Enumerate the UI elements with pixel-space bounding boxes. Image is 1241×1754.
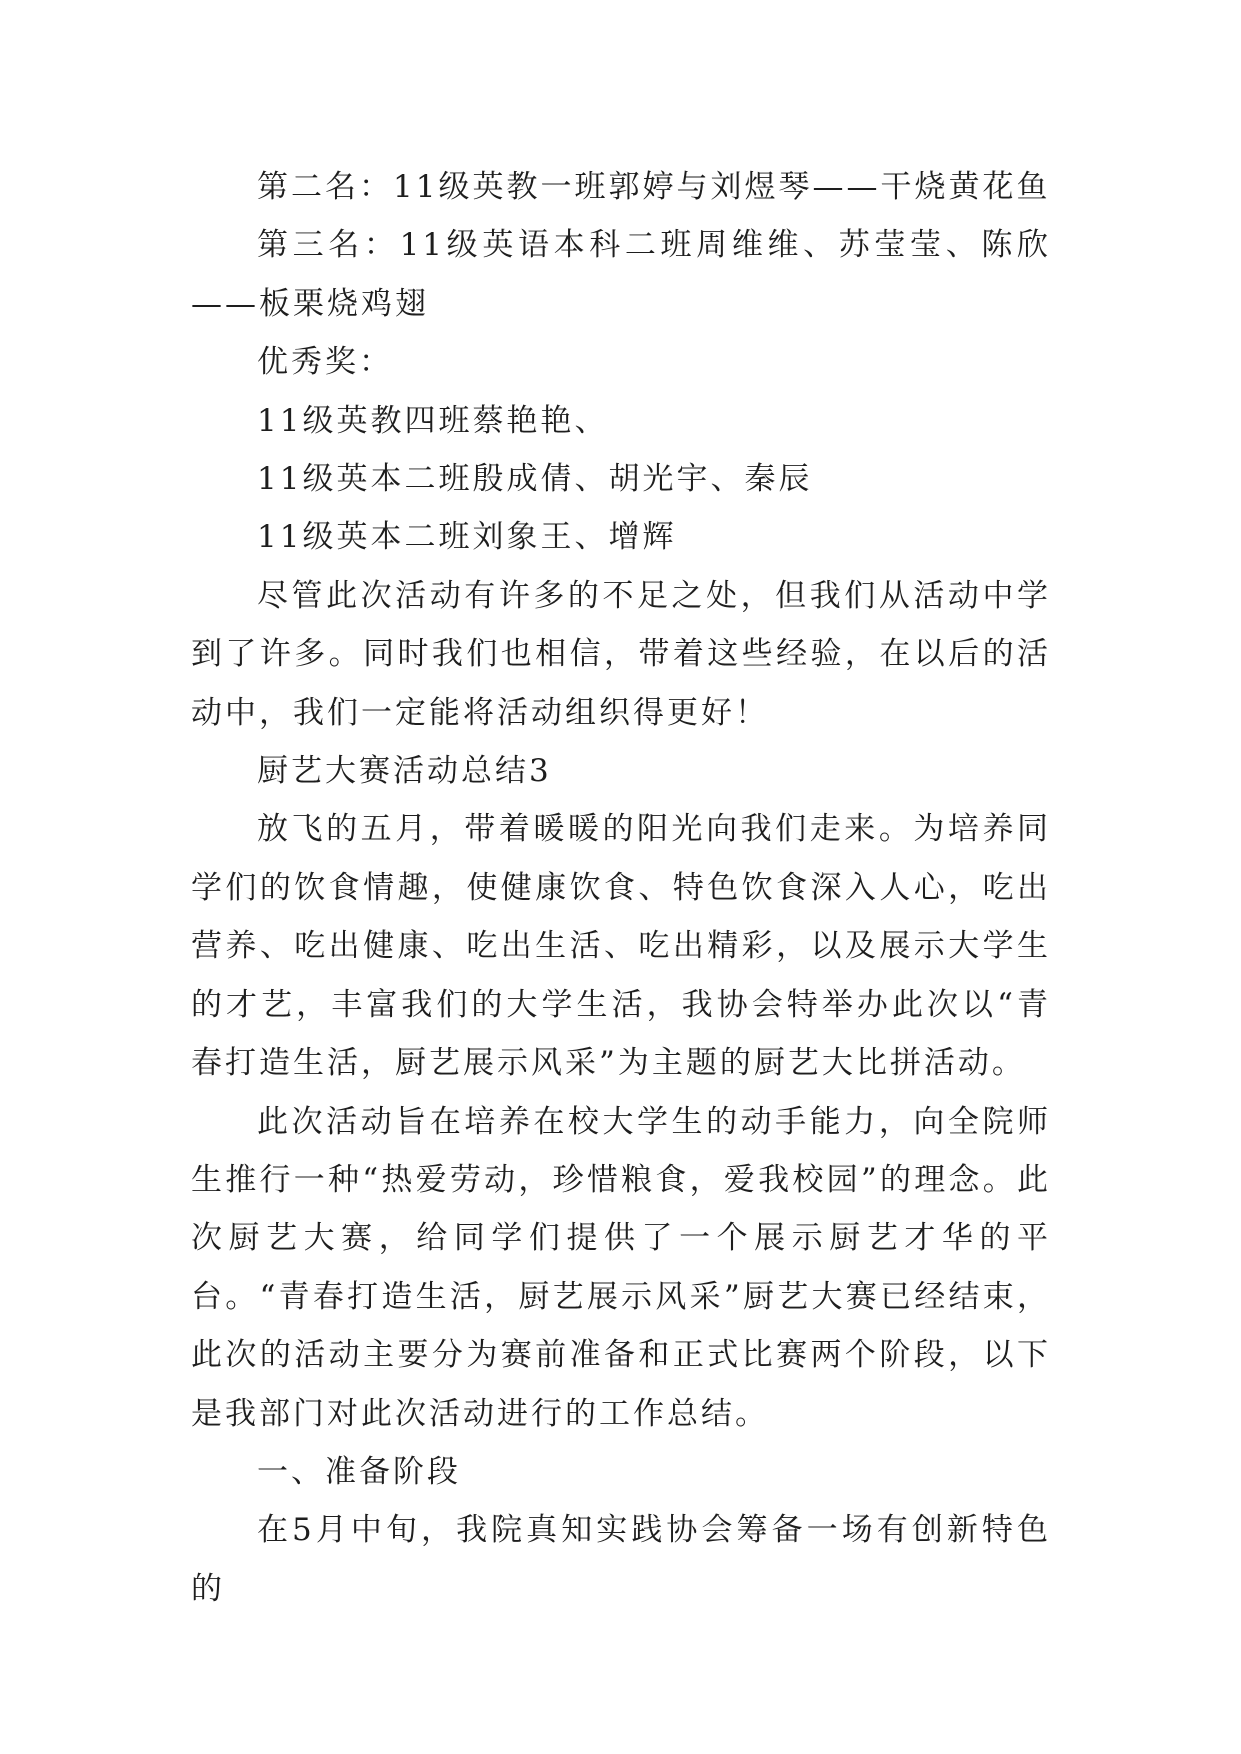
section-title-summary-3: 厨艺大赛活动总结3 <box>257 753 552 790</box>
paragraph-award-entry-2: 11级英本二班殷成倩、胡光宇、秦辰 <box>257 461 813 498</box>
paragraph-purpose: 此次活动旨在培养在校大学生的动手能力，向全院师生推行一种“热爱劳动，珍惜粮食，爱我校园”的理念。此次厨艺大赛，给同学们提供了一个展示厨艺才华的平台。“青春打造生活，厨艺展示风采”厨艺大赛已经结束，此次的活动主要分为赛前准备和正式比赛两个阶段，以下是我部门对此次活动进行的工作总结。 <box>191 1103 1051 1432</box>
document-body <box>191 158 1051 1618</box>
paragraph-award-entry-1: 11级英教四班蔡艳艳、 <box>257 402 609 439</box>
paragraph-award-entry-3: 11级英本二班刘象王、增辉 <box>257 519 677 556</box>
heading-preparation-stage: 一、准备阶段 <box>257 1453 461 1490</box>
paragraph-intro: 放飞的五月，带着暖暖的阳光向我们走来。为培养同学们的饮食情趣，使健康饮食、特色饮食深入人心，吃出营养、吃出健康、吃出生活、吃出精彩，以及展示大学生的才艺，丰富我们的大学生活，我协会特举办此次以“青春打造生活，厨艺展示风采”为主题的厨艺大比拼活动。 <box>191 811 1051 1082</box>
paragraph-second-place: 第二名：11级英教一班郭婷与刘煜琴——干烧黄花鱼 <box>257 169 1051 205</box>
paragraph-conclusion: 尽管此次活动有许多的不足之处，但我们从活动中学到了许多。同时我们也相信，带着这些经验，在以后的活动中，我们一定能将活动组织得更好！ <box>191 577 1051 731</box>
paragraph-preparation: 在5月中旬，我院真知实践协会筹备一场有创新特色的 <box>191 1512 1051 1607</box>
paragraph-third-place: 第三名：11级英语本科二班周维维、苏莹莹、陈欣——板栗烧鸡翅 <box>191 227 1051 322</box>
paragraph-excellence-award-heading: 优秀奖： <box>257 344 393 381</box>
